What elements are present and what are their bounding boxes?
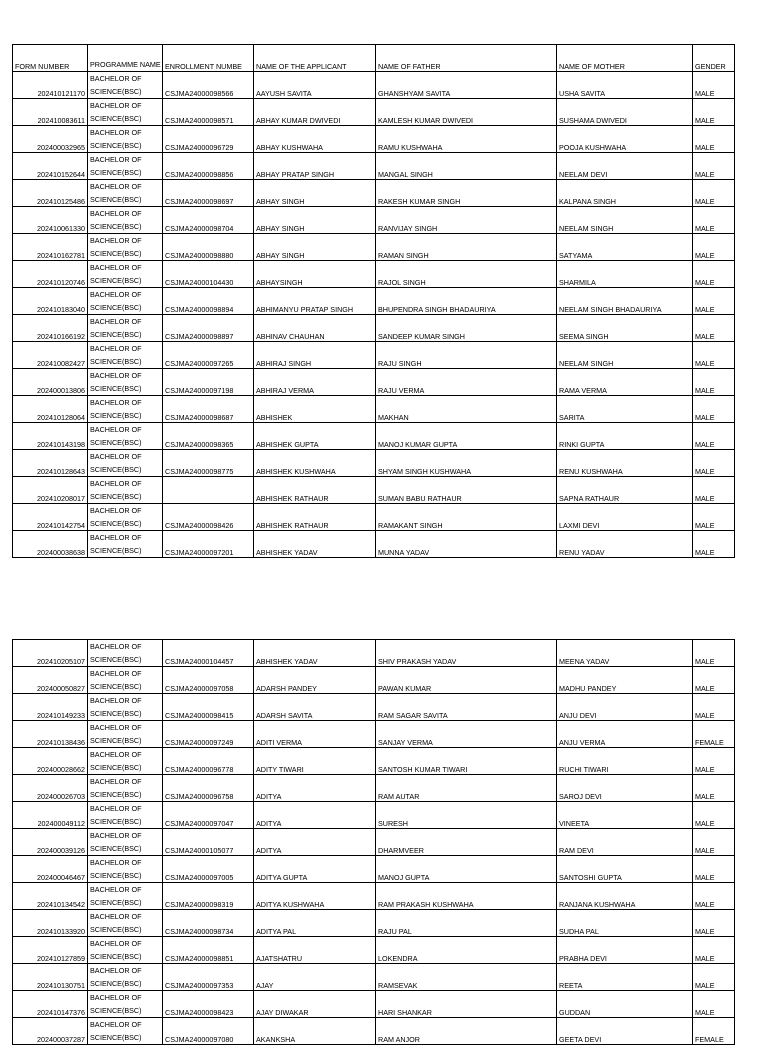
father-name-cell: MANGAL SINGH bbox=[376, 153, 557, 180]
applicant-name-cell: ADITYA bbox=[254, 802, 376, 829]
applicant-name-cell: ADITYA GUPTA bbox=[254, 856, 376, 883]
mother-name-cell: VINEETA bbox=[557, 802, 693, 829]
form-number-cell: 202410205107 bbox=[13, 640, 88, 667]
mother-name-cell: SHARMILA bbox=[557, 261, 693, 288]
form-number-cell: 202410083611 bbox=[13, 99, 88, 126]
programme-cell: BACHELOR OF SCIENCE(BSC) bbox=[88, 99, 163, 126]
gender-cell: MALE bbox=[693, 477, 735, 504]
enrollment-number-cell: CSJMA24000098856 bbox=[163, 153, 254, 180]
programme-cell: BACHELOR OF SCIENCE(BSC) bbox=[88, 910, 163, 937]
table-row bbox=[13, 991, 735, 1018]
mother-name-cell: ANJU DEVI bbox=[557, 694, 693, 721]
father-name-cell: DHARMVEER bbox=[376, 829, 557, 856]
table-row bbox=[13, 180, 735, 207]
form-number-cell: 202400026703 bbox=[13, 775, 88, 802]
enrollment-number-cell: CSJMA24000098880 bbox=[163, 234, 254, 261]
mother-name-cell: RANJANA KUSHWAHA bbox=[557, 883, 693, 910]
programme-cell: BACHELOR OF SCIENCE(BSC) bbox=[88, 261, 163, 288]
form-number-cell: 202400046467 bbox=[13, 856, 88, 883]
programme-cell: BACHELOR OF SCIENCE(BSC) bbox=[88, 937, 163, 964]
mother-name-cell: SANTOSHI GUPTA bbox=[557, 856, 693, 883]
table-row bbox=[13, 883, 735, 910]
father-name-cell: RAJU PAL bbox=[376, 910, 557, 937]
mother-name-cell: ANJU VERMA bbox=[557, 721, 693, 748]
mother-name-cell: SUSHAMA DWIVEDI bbox=[557, 99, 693, 126]
form-number-cell: 202400037287 bbox=[13, 1018, 88, 1045]
table-row bbox=[13, 910, 735, 937]
applicant-name-cell: ABHIRAJ SINGH bbox=[254, 342, 376, 369]
mother-name-cell: RINKI GUPTA bbox=[557, 423, 693, 450]
enrollment-number-cell: CSJMA24000097058 bbox=[163, 667, 254, 694]
programme-cell: BACHELOR OF SCIENCE(BSC) bbox=[88, 964, 163, 991]
form-number-cell: 202410152644 bbox=[13, 153, 88, 180]
table-row bbox=[13, 450, 735, 477]
enrollment-number-cell: CSJMA24000097005 bbox=[163, 856, 254, 883]
gender-cell: MALE bbox=[693, 694, 735, 721]
form-number-cell: 202410166192 bbox=[13, 315, 88, 342]
father-name-cell: LOKENDRA bbox=[376, 937, 557, 964]
gender-cell: MALE bbox=[693, 72, 735, 99]
form-number-cell: 202410127859 bbox=[13, 937, 88, 964]
enrollment-number-cell: CSJMA24000098415 bbox=[163, 694, 254, 721]
mother-name-cell: SEEMA SINGH bbox=[557, 315, 693, 342]
gender-cell: MALE bbox=[693, 396, 735, 423]
applicant-name-cell: AJAY DIWAKAR bbox=[254, 991, 376, 1018]
form-number-cell: 202410138436 bbox=[13, 721, 88, 748]
table-row bbox=[13, 504, 735, 531]
father-name-cell: RANVIJAY SINGH bbox=[376, 207, 557, 234]
applicant-name-cell: ABHISHEK YADAV bbox=[254, 640, 376, 667]
programme-cell: BACHELOR OF SCIENCE(BSC) bbox=[88, 1018, 163, 1045]
father-name-cell: GHANSHYAM SAVITA bbox=[376, 72, 557, 99]
father-name-cell: RAJU VERMA bbox=[376, 369, 557, 396]
gender-cell: MALE bbox=[693, 748, 735, 775]
enrollment-number-cell bbox=[163, 477, 254, 504]
form-number-cell: 202410125486 bbox=[13, 180, 88, 207]
col-header-form-number: FORM NUMBER bbox=[13, 45, 88, 72]
father-name-cell: RAMAKANT SINGH bbox=[376, 504, 557, 531]
mother-name-cell: RENU YADAV bbox=[557, 531, 693, 558]
table-row bbox=[13, 234, 735, 261]
applicant-name-cell: ADITI VERMA bbox=[254, 721, 376, 748]
mother-name-cell: NEELAM SINGH bbox=[557, 342, 693, 369]
table-row bbox=[13, 802, 735, 829]
father-name-cell: RAM ANJOR bbox=[376, 1018, 557, 1045]
applicant-name-cell: ABHISHEK bbox=[254, 396, 376, 423]
table-body-2 bbox=[13, 640, 735, 1045]
form-number-cell: 202410134542 bbox=[13, 883, 88, 910]
programme-cell: BACHELOR OF SCIENCE(BSC) bbox=[88, 72, 163, 99]
programme-cell: BACHELOR OF SCIENCE(BSC) bbox=[88, 342, 163, 369]
programme-cell: BACHELOR OF SCIENCE(BSC) bbox=[88, 504, 163, 531]
form-number-cell: 202410133920 bbox=[13, 910, 88, 937]
form-number-cell: 202410142754 bbox=[13, 504, 88, 531]
programme-cell: BACHELOR OF SCIENCE(BSC) bbox=[88, 315, 163, 342]
table-row bbox=[13, 856, 735, 883]
form-number-cell: 202410120746 bbox=[13, 261, 88, 288]
applicant-name-cell: ABHAY SINGH bbox=[254, 180, 376, 207]
father-name-cell: RAM AUTAR bbox=[376, 775, 557, 802]
col-header-gender: GENDER bbox=[693, 45, 735, 72]
enrollment-number-cell: CSJMA24000098566 bbox=[163, 72, 254, 99]
programme-cell: BACHELOR OF SCIENCE(BSC) bbox=[88, 234, 163, 261]
programme-cell: BACHELOR OF SCIENCE(BSC) bbox=[88, 288, 163, 315]
programme-cell: BACHELOR OF SCIENCE(BSC) bbox=[88, 153, 163, 180]
mother-name-cell: NEELAM SINGH bbox=[557, 207, 693, 234]
gender-cell: MALE bbox=[693, 883, 735, 910]
table-row bbox=[13, 964, 735, 991]
father-name-cell: SANTOSH KUMAR TIWARI bbox=[376, 748, 557, 775]
applicant-name-cell: ABHAY SINGH bbox=[254, 207, 376, 234]
table-body-1 bbox=[13, 72, 735, 558]
gender-cell: FEMALE bbox=[693, 1018, 735, 1045]
programme-cell: BACHELOR OF SCIENCE(BSC) bbox=[88, 991, 163, 1018]
table-row bbox=[13, 531, 735, 558]
gender-cell: MALE bbox=[693, 910, 735, 937]
form-number-cell: 202410183040 bbox=[13, 288, 88, 315]
father-name-cell: RAM PRAKASH KUSHWAHA bbox=[376, 883, 557, 910]
enrollment-number-cell: CSJMA24000098894 bbox=[163, 288, 254, 315]
programme-cell: BACHELOR OF SCIENCE(BSC) bbox=[88, 883, 163, 910]
programme-cell: BACHELOR OF SCIENCE(BSC) bbox=[88, 477, 163, 504]
enrollment-number-cell: CSJMA24000097249 bbox=[163, 721, 254, 748]
father-name-cell: SHIV PRAKASH YADAV bbox=[376, 640, 557, 667]
enrollment-number-cell: CSJMA24000098851 bbox=[163, 937, 254, 964]
table-row bbox=[13, 288, 735, 315]
father-name-cell: MANOJ KUMAR GUPTA bbox=[376, 423, 557, 450]
mother-name-cell: SAROJ DEVI bbox=[557, 775, 693, 802]
gender-cell: MALE bbox=[693, 99, 735, 126]
enrollment-number-cell: CSJMA24000097198 bbox=[163, 369, 254, 396]
table-row bbox=[13, 261, 735, 288]
form-number-cell: 202400039126 bbox=[13, 829, 88, 856]
table-row bbox=[13, 72, 735, 99]
col-header-applicant-name: NAME OF THE APPLICANT bbox=[254, 45, 376, 72]
gender-cell: MALE bbox=[693, 180, 735, 207]
programme-cell: BACHELOR OF SCIENCE(BSC) bbox=[88, 667, 163, 694]
enrollment-number-cell: CSJMA24000098704 bbox=[163, 207, 254, 234]
applicant-name-cell: AJAY bbox=[254, 964, 376, 991]
form-number-cell: 202410162781 bbox=[13, 234, 88, 261]
enrollment-number-cell: CSJMA24000104457 bbox=[163, 640, 254, 667]
programme-cell: BACHELOR OF SCIENCE(BSC) bbox=[88, 694, 163, 721]
mother-name-cell: RAMA VERMA bbox=[557, 369, 693, 396]
enrollment-number-cell: CSJMA24000096729 bbox=[163, 126, 254, 153]
applicant-name-cell: ADARSH PANDEY bbox=[254, 667, 376, 694]
enrollment-number-cell: CSJMA24000097047 bbox=[163, 802, 254, 829]
programme-cell: BACHELOR OF SCIENCE(BSC) bbox=[88, 856, 163, 883]
programme-cell: BACHELOR OF SCIENCE(BSC) bbox=[88, 450, 163, 477]
mother-name-cell: MADHU PANDEY bbox=[557, 667, 693, 694]
father-name-cell: MANOJ GUPTA bbox=[376, 856, 557, 883]
programme-cell: BACHELOR OF SCIENCE(BSC) bbox=[88, 180, 163, 207]
form-number-cell: 202410128064 bbox=[13, 396, 88, 423]
enrollment-number-cell: CSJMA24000096778 bbox=[163, 748, 254, 775]
mother-name-cell: RUCHI TIWARI bbox=[557, 748, 693, 775]
applicant-name-cell: ABHISHEK KUSHWAHA bbox=[254, 450, 376, 477]
father-name-cell: SANJAY VERMA bbox=[376, 721, 557, 748]
gender-cell: MALE bbox=[693, 775, 735, 802]
gender-cell: MALE bbox=[693, 234, 735, 261]
form-number-cell: 202410147376 bbox=[13, 991, 88, 1018]
gender-cell: MALE bbox=[693, 937, 735, 964]
form-number-cell: 202400038638 bbox=[13, 531, 88, 558]
programme-cell: BACHELOR OF SCIENCE(BSC) bbox=[88, 207, 163, 234]
mother-name-cell: SARITA bbox=[557, 396, 693, 423]
mother-name-cell: LAXMI DEVI bbox=[557, 504, 693, 531]
table-row bbox=[13, 829, 735, 856]
form-number-cell: 202410130751 bbox=[13, 964, 88, 991]
col-header-programme-name: PROGRAMME NAME bbox=[88, 45, 163, 72]
mother-name-cell: RENU KUSHWAHA bbox=[557, 450, 693, 477]
father-name-cell: RAKESH KUMAR SINGH bbox=[376, 180, 557, 207]
mother-name-cell: PRABHA DEVI bbox=[557, 937, 693, 964]
enrollment-number-cell: CSJMA24000098319 bbox=[163, 883, 254, 910]
gender-cell: MALE bbox=[693, 829, 735, 856]
mother-name-cell: NEELAM SINGH BHADAURIYA bbox=[557, 288, 693, 315]
enrollment-number-cell: CSJMA24000098423 bbox=[163, 991, 254, 1018]
gender-cell: MALE bbox=[693, 315, 735, 342]
table-row bbox=[13, 667, 735, 694]
gender-cell: MALE bbox=[693, 369, 735, 396]
enrollment-number-cell: CSJMA24000098571 bbox=[163, 99, 254, 126]
enrollment-number-cell: CSJMA24000098775 bbox=[163, 450, 254, 477]
form-number-cell: 202400028662 bbox=[13, 748, 88, 775]
father-name-cell: KAMLESH KUMAR DWIVEDI bbox=[376, 99, 557, 126]
gender-cell: MALE bbox=[693, 504, 735, 531]
gender-cell: MALE bbox=[693, 207, 735, 234]
father-name-cell: RAMSEVAK bbox=[376, 964, 557, 991]
table-row bbox=[13, 369, 735, 396]
applicant-name-cell: ABHAY KUSHWAHA bbox=[254, 126, 376, 153]
programme-cell: BACHELOR OF SCIENCE(BSC) bbox=[88, 531, 163, 558]
form-number-cell: 202410082427 bbox=[13, 342, 88, 369]
gender-cell: MALE bbox=[693, 288, 735, 315]
applicant-name-cell: ABHISHEK GUPTA bbox=[254, 423, 376, 450]
applicant-name-cell: ABHAY KUMAR DWIVEDI bbox=[254, 99, 376, 126]
enrollment-number-cell: CSJMA24000098897 bbox=[163, 315, 254, 342]
father-name-cell: SHYAM SINGH KUSHWAHA bbox=[376, 450, 557, 477]
enrollment-number-cell: CSJMA24000104430 bbox=[163, 261, 254, 288]
applicant-name-cell: ADITYA bbox=[254, 775, 376, 802]
father-name-cell: HARI SHANKAR bbox=[376, 991, 557, 1018]
form-number-cell: 202410208017 bbox=[13, 477, 88, 504]
applicant-name-cell: ADITYA bbox=[254, 829, 376, 856]
mother-name-cell: SATYAMA bbox=[557, 234, 693, 261]
col-header-father-name: NAME OF FATHER bbox=[376, 45, 557, 72]
form-number-cell: 202400050827 bbox=[13, 667, 88, 694]
applicant-name-cell: AJATSHATRU bbox=[254, 937, 376, 964]
form-number-cell: 202400032965 bbox=[13, 126, 88, 153]
col-header-mother-name: NAME OF MOTHER bbox=[557, 45, 693, 72]
applicant-name-cell: ABHAY PRATAP SINGH bbox=[254, 153, 376, 180]
form-number-cell: 202410149233 bbox=[13, 694, 88, 721]
gender-cell: MALE bbox=[693, 450, 735, 477]
applicant-name-cell: AAYUSH SAVITA bbox=[254, 72, 376, 99]
applicant-name-cell: ABHIRAJ VERMA bbox=[254, 369, 376, 396]
enrollment-table-1 bbox=[12, 44, 735, 558]
applicant-name-cell: ABHAY SINGH bbox=[254, 234, 376, 261]
gender-cell: MALE bbox=[693, 342, 735, 369]
enrollment-number-cell: CSJMA24000105077 bbox=[163, 829, 254, 856]
gender-cell: MALE bbox=[693, 531, 735, 558]
applicant-name-cell: ABHAYSINGH bbox=[254, 261, 376, 288]
father-name-cell: PAWAN KUMAR bbox=[376, 667, 557, 694]
programme-cell: BACHELOR OF SCIENCE(BSC) bbox=[88, 369, 163, 396]
gender-cell: MALE bbox=[693, 261, 735, 288]
table-row bbox=[13, 315, 735, 342]
enrollment-number-cell: CSJMA24000097201 bbox=[163, 531, 254, 558]
enrollment-number-cell: CSJMA24000097353 bbox=[163, 964, 254, 991]
table-row bbox=[13, 396, 735, 423]
table-row bbox=[13, 153, 735, 180]
table-row bbox=[13, 640, 735, 667]
father-name-cell: RAMU KUSHWAHA bbox=[376, 126, 557, 153]
programme-cell: BACHELOR OF SCIENCE(BSC) bbox=[88, 423, 163, 450]
table-row bbox=[13, 342, 735, 369]
mother-name-cell: REETA bbox=[557, 964, 693, 991]
enrollment-number-cell: CSJMA24000096758 bbox=[163, 775, 254, 802]
father-name-cell: RAMAN SINGH bbox=[376, 234, 557, 261]
gender-cell: FEMALE bbox=[693, 721, 735, 748]
applicant-name-cell: ABHISHEK RATHAUR bbox=[254, 477, 376, 504]
applicant-name-cell: ADITY TIWARI bbox=[254, 748, 376, 775]
programme-cell: BACHELOR OF SCIENCE(BSC) bbox=[88, 829, 163, 856]
programme-cell: BACHELOR OF SCIENCE(BSC) bbox=[88, 640, 163, 667]
applicant-name-cell: ABHINAV CHAUHAN bbox=[254, 315, 376, 342]
father-name-cell: BHUPENDRA SINGH BHADAURIYA bbox=[376, 288, 557, 315]
form-number-cell: 202410143198 bbox=[13, 423, 88, 450]
applicant-name-cell: AKANKSHA bbox=[254, 1018, 376, 1045]
gender-cell: MALE bbox=[693, 667, 735, 694]
father-name-cell: SUMAN BABU RATHAUR bbox=[376, 477, 557, 504]
gender-cell: MALE bbox=[693, 856, 735, 883]
form-number-cell: 202410061330 bbox=[13, 207, 88, 234]
father-name-cell: MUNNA YADAV bbox=[376, 531, 557, 558]
table-row bbox=[13, 775, 735, 802]
gender-cell: MALE bbox=[693, 423, 735, 450]
programme-cell: BACHELOR OF SCIENCE(BSC) bbox=[88, 396, 163, 423]
enrollment-number-cell: CSJMA24000098687 bbox=[163, 396, 254, 423]
table-row bbox=[13, 694, 735, 721]
table-row bbox=[13, 423, 735, 450]
table-row bbox=[13, 99, 735, 126]
mother-name-cell: GUDDAN bbox=[557, 991, 693, 1018]
applicant-name-cell: ADITYA PAL bbox=[254, 910, 376, 937]
gender-cell: MALE bbox=[693, 991, 735, 1018]
applicant-name-cell: ABHIMANYU PRATAP SINGH bbox=[254, 288, 376, 315]
programme-cell: BACHELOR OF SCIENCE(BSC) bbox=[88, 126, 163, 153]
father-name-cell: RAJOL SINGH bbox=[376, 261, 557, 288]
mother-name-cell: SAPNA RATHAUR bbox=[557, 477, 693, 504]
table-row bbox=[13, 748, 735, 775]
enrollment-table-2 bbox=[12, 639, 735, 1045]
enrollment-number-cell: CSJMA24000098426 bbox=[163, 504, 254, 531]
father-name-cell: RAM SAGAR SAVITA bbox=[376, 694, 557, 721]
col-header-enrollment-number: ENROLLMENT NUMBE bbox=[163, 45, 254, 72]
gender-cell: MALE bbox=[693, 802, 735, 829]
mother-name-cell: GEETA DEVI bbox=[557, 1018, 693, 1045]
table-row bbox=[13, 721, 735, 748]
gender-cell: MALE bbox=[693, 640, 735, 667]
mother-name-cell: MEENA YADAV bbox=[557, 640, 693, 667]
programme-cell: BACHELOR OF SCIENCE(BSC) bbox=[88, 748, 163, 775]
father-name-cell: SANDEEP KUMAR SINGH bbox=[376, 315, 557, 342]
gender-cell: MALE bbox=[693, 126, 735, 153]
mother-name-cell: SUDHA PAL bbox=[557, 910, 693, 937]
table-row bbox=[13, 207, 735, 234]
programme-cell: BACHELOR OF SCIENCE(BSC) bbox=[88, 802, 163, 829]
applicant-name-cell: ADITYA KUSHWAHA bbox=[254, 883, 376, 910]
mother-name-cell: NEELAM DEVI bbox=[557, 153, 693, 180]
table-header-row bbox=[13, 45, 735, 72]
mother-name-cell: RAM DEVI bbox=[557, 829, 693, 856]
form-number-cell: 202400013806 bbox=[13, 369, 88, 396]
gender-cell: MALE bbox=[693, 153, 735, 180]
enrollment-number-cell: CSJMA24000097265 bbox=[163, 342, 254, 369]
form-number-cell: 202410128643 bbox=[13, 450, 88, 477]
form-number-cell: 202410121170 bbox=[13, 72, 88, 99]
applicant-name-cell: ADARSH SAVITA bbox=[254, 694, 376, 721]
father-name-cell: MAKHAN bbox=[376, 396, 557, 423]
father-name-cell: RAJU SINGH bbox=[376, 342, 557, 369]
table-row bbox=[13, 477, 735, 504]
enrollment-number-cell: CSJMA24000098365 bbox=[163, 423, 254, 450]
mother-name-cell: USHA SAVITA bbox=[557, 72, 693, 99]
programme-cell: BACHELOR OF SCIENCE(BSC) bbox=[88, 775, 163, 802]
applicant-name-cell: ABHISHEK RATHAUR bbox=[254, 504, 376, 531]
table-row bbox=[13, 937, 735, 964]
enrollment-number-cell: CSJMA24000098697 bbox=[163, 180, 254, 207]
enrollment-number-cell: CSJMA24000097080 bbox=[163, 1018, 254, 1045]
programme-cell: BACHELOR OF SCIENCE(BSC) bbox=[88, 721, 163, 748]
enrollment-number-cell: CSJMA24000098734 bbox=[163, 910, 254, 937]
form-number-cell: 202400049112 bbox=[13, 802, 88, 829]
gender-cell: MALE bbox=[693, 964, 735, 991]
father-name-cell: SURESH bbox=[376, 802, 557, 829]
mother-name-cell: KALPANA SINGH bbox=[557, 180, 693, 207]
mother-name-cell: POOJA KUSHWAHA bbox=[557, 126, 693, 153]
applicant-name-cell: ABHISHEK YADAV bbox=[254, 531, 376, 558]
table-row bbox=[13, 1018, 735, 1045]
table-row bbox=[13, 126, 735, 153]
